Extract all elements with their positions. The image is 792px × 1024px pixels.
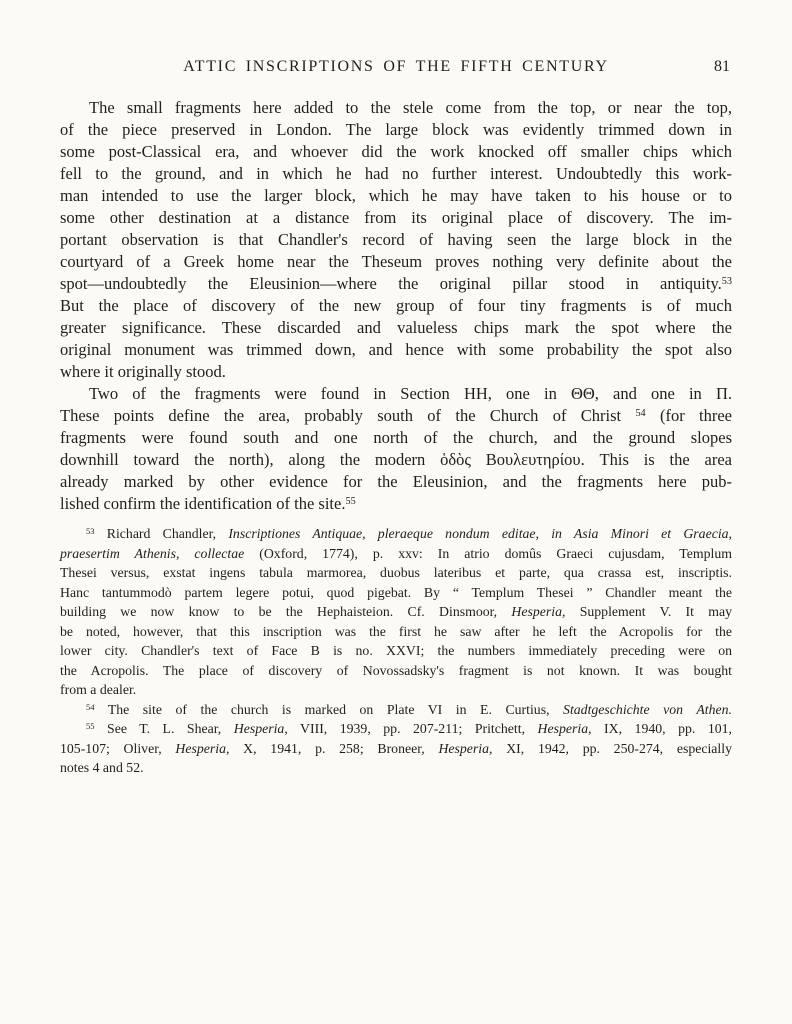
text-line: $^{54}$ The site of the church is marked on Plate VI in E. Curtius, Stadtgeschichte von Athen. (86, 701, 732, 717)
text-line: fell to the ground, and in which he had no further interest. Undoubtedly this work- (60, 164, 732, 183)
text-line: fragments were found south and one north of the church, and the ground slopes (60, 428, 732, 447)
text-line: man intended to use the larger block, which he may have taken to his house or to (60, 186, 732, 205)
text-line: the Acropolis. The place of discovery of Novossadsky's fragment is not known. It was bought (60, 662, 732, 678)
text-line: where it originally stood. (60, 362, 226, 381)
text-line: $^{55}$ See T. L. Shear, Hesperia, VIII, 1939, pp. 207-211; Pritchett, Hesperia, IX, 1940, pp. 101, (86, 721, 732, 736)
italic-text: Hesperia (537, 721, 589, 736)
text-line: Hanc tantummodò partem legere potui, quod pigebat. By “ Templum Thesei ” Chandler meant the (60, 584, 732, 600)
text-line: some post-Classical era, and whoever did the work knocked off smaller chips which (60, 142, 732, 161)
footnotes-block (60, 524, 732, 778)
text-line: building we now know to be the Hephaisteion. Cf. Dinsmoor, Hesperia, Supplement V. It may (60, 604, 732, 619)
italic-text: Hesperia (233, 721, 285, 736)
footnote-reference: 53 (86, 526, 95, 537)
text-line: praesertim Athenis, collectae (Oxford, 1774), p. xxv: In atrio domûs Graeci cujusdam, Templum (60, 545, 732, 561)
text-line: Thesei versus, exstat ingens tabula marmorea, duobus lateribus et parte, qua crassa est, inscriptis. (60, 565, 732, 580)
text-line: be noted, however, that this inscription was the first he saw after he left the Acropolis for the (60, 623, 732, 639)
page-header (60, 56, 732, 78)
text-line: But the place of discovery of the new group of four tiny fragments is of much (60, 296, 732, 315)
text-line: some other destination at a distance from its original place of discovery. The im- (60, 208, 732, 227)
text-line: portant observation is that Chandler's record of having seen the large block in the (60, 230, 732, 249)
italic-text: Inscriptiones Antiquae, pleraeque nondum editae, in Asia Minori et Graecia, (228, 526, 732, 541)
text-line: downhill toward the north), along the modern ὁδὸς Βουλευτηρίου. This is the area (60, 450, 732, 469)
text-line: of the piece preserved in London. The large block was evidently trimmed down in (60, 120, 732, 139)
footnote-reference: 53 (721, 276, 732, 288)
text-line: The small fragments here added to the stele come from the top, or near the top, (89, 98, 732, 117)
text-line: from a dealer. (60, 682, 137, 697)
footnote-reference: 54 (635, 408, 646, 420)
footnote-55 (60, 719, 732, 778)
text-line: lower city. Chandler's text of Face B is no. XXVI; the numbers immediately preceding were on (60, 643, 732, 658)
text-line: lished confirm the identification of the site.$^{55}$ (60, 494, 356, 513)
footnote-reference: 54 (86, 701, 95, 712)
text-line: These points define the area, probably south of the Church of Christ $^{54}$ (for three (60, 406, 732, 425)
footnote-53 (60, 524, 732, 700)
footnote-reference: 55 (86, 721, 95, 732)
text-line: courtyard of a Greek home near the Theseum proves nothing very definite about the (60, 252, 732, 271)
paragraph-findspot-sections (60, 383, 732, 515)
text-line: spot—undoubtedly the Eleusinion—where the original pillar stood in antiquity.$^{53}$ (60, 274, 732, 293)
text-line: 105-107; Oliver, Hesperia, X, 1941, p. 258; Broneer, Hesperia, XI, 1942, pp. 250-274, especially (60, 740, 732, 756)
text-line: Two of the fragments were found in Section HH, one in ΘΘ, and one in Π. (89, 384, 732, 403)
text-line: notes 4 and 52. (60, 760, 144, 775)
italic-text: Hesperia (511, 604, 562, 619)
italic-text: Hesperia (175, 740, 226, 756)
italic-text: praesertim Athenis, collectae (60, 545, 245, 561)
footnote-reference: 55 (345, 496, 356, 508)
text-line: $^{53}$ Richard Chandler, Inscriptiones Antiquae, pleraeque nondum editae, in Asia Minori et Graecia, (86, 526, 732, 541)
text-line: greater significance. These discarded and valueless chips mark the spot where the (60, 318, 732, 337)
page-number: 81 (714, 58, 730, 75)
footnote-54 (60, 700, 732, 720)
article-body (60, 97, 732, 515)
paragraph-discovery-of-fragments (60, 97, 732, 383)
italic-text: Hesperia (438, 740, 490, 756)
text-line: original monument was trimmed down, and hence with some probability the spot also (60, 340, 732, 359)
text-line: already marked by other evidence for the Eleusinion, and the fragments here pub- (60, 472, 732, 491)
italic-text: Stadtgeschichte von Athen. (563, 701, 732, 717)
running-head-title: ATTIC INSCRIPTIONS OF THE FIFTH CENTURY (183, 58, 609, 75)
